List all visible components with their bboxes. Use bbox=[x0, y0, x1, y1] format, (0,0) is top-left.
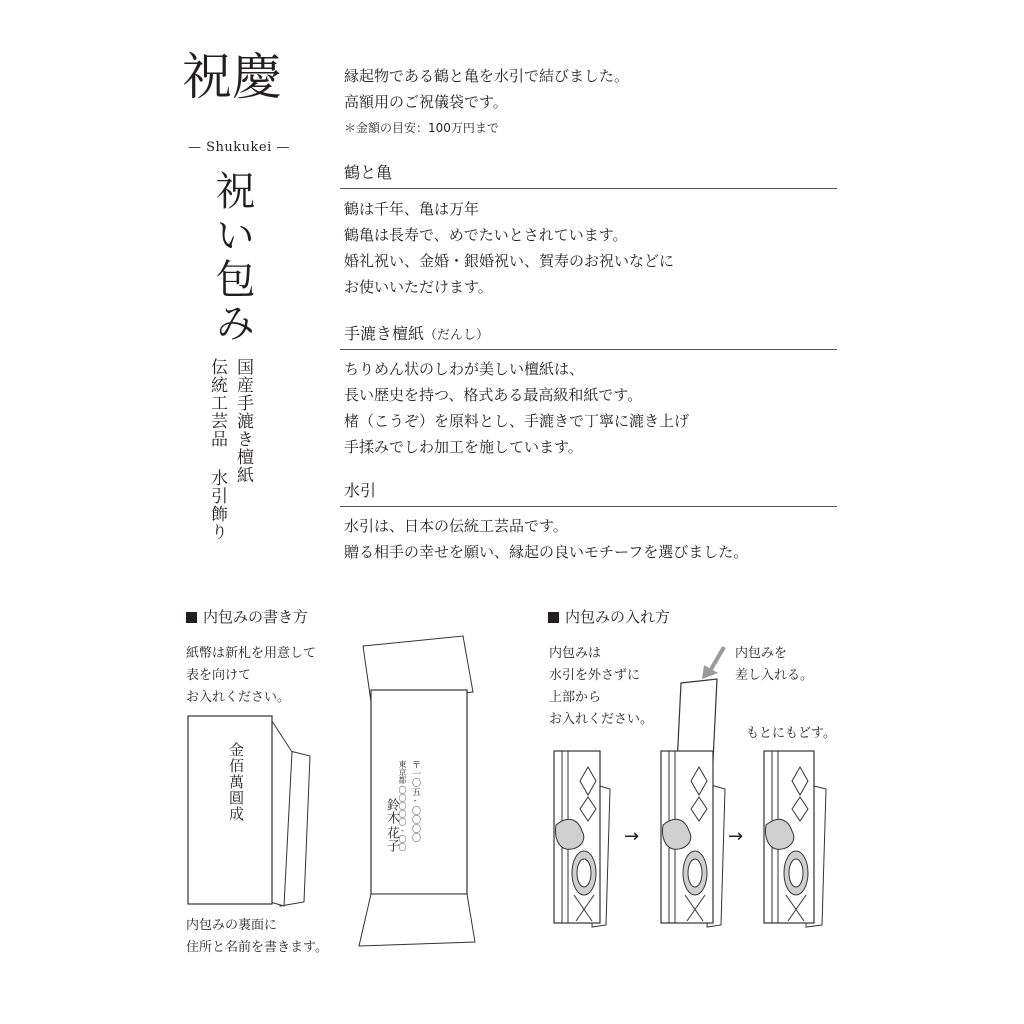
caption-line: 水引を外さずに bbox=[549, 668, 641, 683]
caption-line: 上部から bbox=[549, 690, 602, 705]
envelope-step-2-illustration bbox=[655, 675, 735, 930]
brand-title: 祝慶 bbox=[182, 48, 282, 106]
square-bullet-icon bbox=[548, 612, 559, 623]
front-amount-text: 金佰萬圓成 bbox=[227, 742, 245, 822]
section-body-mizuhiki bbox=[344, 513, 844, 565]
envelope-step-3-illustration bbox=[758, 745, 838, 930]
intro-block bbox=[344, 63, 844, 136]
caption-line: 紙幣は新札を用意して bbox=[186, 646, 317, 661]
section-heading-reading: （だんし） bbox=[424, 328, 490, 343]
section-heading-text: 鶴と亀 bbox=[344, 163, 393, 182]
section-heading-tsuru-kame bbox=[344, 160, 392, 183]
section-heading-mizuhiki bbox=[344, 478, 376, 501]
how-to-write-title bbox=[186, 606, 308, 627]
section-line: 鶴亀は長寿で、めでたいとされています。 bbox=[344, 226, 628, 244]
section-line: 手揉みでしわ加工を施しています。 bbox=[344, 438, 583, 456]
section-line: 婚礼祝い、金婚・銀婚祝い、賀寿のお祝いなどに bbox=[344, 252, 675, 270]
caption-line: 差し入れる。 bbox=[735, 668, 814, 683]
brand-romaji: — Shukukei — bbox=[188, 140, 290, 155]
vertical-subtitle-1: 国産手漉き檀紙 bbox=[233, 358, 253, 484]
section-body-danshi bbox=[344, 356, 844, 460]
how-to-write-caption-bottom bbox=[186, 915, 328, 959]
section-line: 水引は、日本の伝統工芸品です。 bbox=[344, 517, 568, 535]
caption-line: 表を向けて bbox=[186, 668, 252, 683]
step-arrow-icon: → bbox=[624, 826, 640, 847]
caption-line: 内包みは bbox=[549, 646, 602, 661]
section-heading-text: 手漉き檀紙 bbox=[344, 324, 425, 343]
intro-line-1: 縁起物である鶴と亀を水引で結びました。 bbox=[344, 67, 630, 85]
how-to-write-caption-top bbox=[186, 643, 316, 709]
caption-line: 住所と名前を書きます。 bbox=[186, 940, 328, 955]
caption-line: 内包みを bbox=[735, 646, 788, 661]
section-line: 贈る相手の幸せを願い、縁起の良いモチーフを選びました。 bbox=[344, 543, 749, 561]
back-name-given: 花子 bbox=[384, 826, 399, 852]
section-divider bbox=[340, 506, 837, 507]
inner-envelope-front-illustration bbox=[180, 710, 320, 910]
back-address-2: 〇〇〇〇〇-〇〇 bbox=[398, 786, 407, 851]
section-body-tsuru-kame bbox=[344, 196, 844, 300]
back-name-family: 鈴木 bbox=[384, 798, 399, 824]
section-line: 長い歴史を持つ、格式ある最高級和紙です。 bbox=[344, 386, 643, 404]
step-arrow-icon: → bbox=[728, 826, 744, 847]
section-heading-text: 水引 bbox=[344, 481, 377, 500]
caption-line: 内包みの裏面に bbox=[186, 918, 278, 933]
back-postal-code: 〒一〇五-〇〇〇〇 bbox=[410, 760, 420, 842]
section-heading-danshi bbox=[344, 321, 489, 344]
square-bullet-icon bbox=[186, 612, 197, 623]
section-line: 鶴は千年、亀は万年 bbox=[344, 200, 480, 218]
how-to-insert-title bbox=[548, 606, 670, 627]
intro-note: ＊金額の目安：100万円まで bbox=[344, 121, 499, 135]
how-to-insert-caption-2 bbox=[735, 643, 813, 687]
vertical-subtitle-2: 伝統工芸品 水引飾り bbox=[207, 358, 227, 541]
main-vertical-title: 祝い包み bbox=[209, 170, 255, 346]
back-address-1: 東京都 bbox=[398, 760, 407, 784]
how-to-insert-caption-3: もとにもどす。 bbox=[746, 726, 836, 741]
section-line: 楮（こうぞ）を原料とし、手漉きで丁寧に漉き上げ bbox=[344, 412, 690, 430]
section-divider bbox=[340, 188, 837, 189]
section-line: ちりめん状のしわが美しい檀紙は、 bbox=[344, 360, 585, 378]
caption-line: お入れください。 bbox=[186, 690, 291, 705]
how-to-insert-caption-1 bbox=[549, 643, 653, 731]
intro-line-2: 高額用のご祝儀袋です。 bbox=[344, 93, 508, 111]
how-to-insert-title-text: 内包みの入れ方 bbox=[565, 608, 671, 626]
section-divider bbox=[340, 349, 837, 350]
envelope-step-1-illustration bbox=[548, 745, 618, 930]
how-to-write-title-text: 内包みの書き方 bbox=[203, 608, 309, 626]
inner-envelope-back-illustration bbox=[355, 630, 485, 950]
section-line: お使いいただけます。 bbox=[344, 278, 493, 296]
caption-line: お入れください。 bbox=[549, 712, 654, 727]
